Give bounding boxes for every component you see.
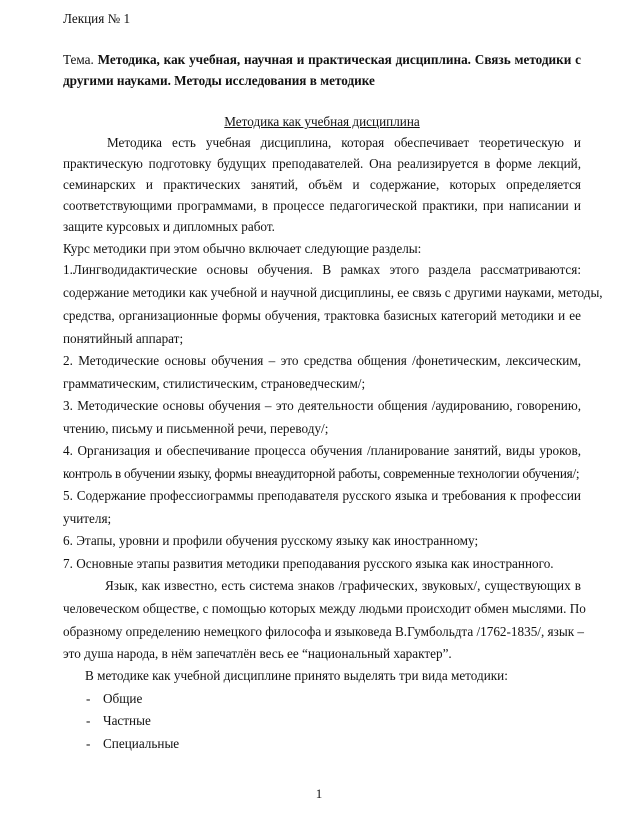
item5-line-2: учителя; — [63, 511, 112, 526]
para2-line-1: Язык, как известно, есть система знаков /графических, звуковых/, существующих в — [105, 578, 581, 593]
item2-line-2: грамматическим, стилистическим, страноведческим/; — [63, 376, 366, 391]
item1-line-1: 1.Лингводидактические основы обучения. В рамках этого раздела рассматриваются: — [63, 262, 581, 277]
para1-line-2: практическую подготовку будущих преподавателей. Она реализируется в форме лекций, — [63, 156, 581, 171]
para1-line-4: соответствующими программами, в процессе педагогической практики, при написании и — [63, 198, 581, 213]
item1-line-2: содержание методики как учебной и научной дисциплины, ее связь с другими науками, методы, — [63, 285, 603, 300]
item5-line-1: 5. Содержание профессиограммы преподавателя русского языка и требования к профессии — [63, 488, 581, 503]
section-title: Методика как учебная дисциплина — [224, 114, 420, 129]
para1-line-1: Методика есть учебная дисциплина, которая обеспечивает теоретическую и — [107, 135, 581, 150]
para2-line-2: человеческом обществе, с помощью которых между людьми происходит обмен мыслями. По — [63, 601, 586, 616]
para2-line-4: это душа народа, в нём запечатлён весь ее “национальный характер”. — [63, 646, 452, 661]
page-number: 1 — [315, 786, 323, 801]
item4-line-1: 4. Организация и обеспечивание процесса обучения /планирование занятий, виды уроков, — [63, 443, 581, 458]
lecture-header: Лекция № 1 — [63, 11, 131, 26]
para1-line-3: семинарских и практических занятий, объём и содержание, которых определяется — [63, 177, 581, 192]
methods-intro: В методике как учебной дисциплине принято выделять три вида методики: — [85, 668, 508, 683]
bullet-dash: - — [86, 736, 91, 751]
item3-line-2: чтению, письму и письменной речи, переводу/; — [63, 421, 329, 436]
bullet-dash: - — [86, 691, 91, 706]
course-intro: Курс методики при этом обычно включает следующие разделы: — [63, 241, 422, 256]
item2-line-1: 2. Методические основы обучения – это средства общения /фонетическим, лексическим, — [63, 353, 581, 368]
para1-line-5: защите курсовых и дипломных работ. — [63, 219, 275, 234]
item1-line-4: понятийный аппарат; — [63, 331, 184, 346]
para2-line-3: образному определению немецкого философа и языковеда В.Гумбольдта /1762-1835/, язык – — [63, 624, 584, 639]
method-type-particular: Частные — [103, 713, 151, 728]
item1-line-3: средства, организационные формы обучения, трактовка базисных категорий методики и ее — [63, 308, 581, 323]
topic-line-1 — [63, 51, 581, 68]
method-type-special: Специальные — [103, 736, 180, 751]
item4-line-2: контроль в обучении языку, формы внеаудиторной работы, современные технологии обучения/; — [63, 466, 580, 481]
item3-line-1: 3. Методические основы обучения – это деятельности общения /аудированию, говорению, — [63, 398, 581, 413]
topic-title: Методика, как учебная, научная и практическая дисциплина. Связь методики с — [97, 52, 581, 67]
method-type-general: Общие — [103, 691, 143, 706]
item7: 7. Основные этапы развития методики преподавания русского языка как иностранного. — [63, 556, 554, 571]
bullet-dash: - — [86, 713, 91, 728]
topic-label: Тема. — [63, 52, 94, 67]
topic-line-2: другими науками. Методы исследования в методике — [63, 73, 375, 88]
item6: 6. Этапы, уровни и профили обучения русскому языку как иностранному; — [63, 533, 479, 548]
